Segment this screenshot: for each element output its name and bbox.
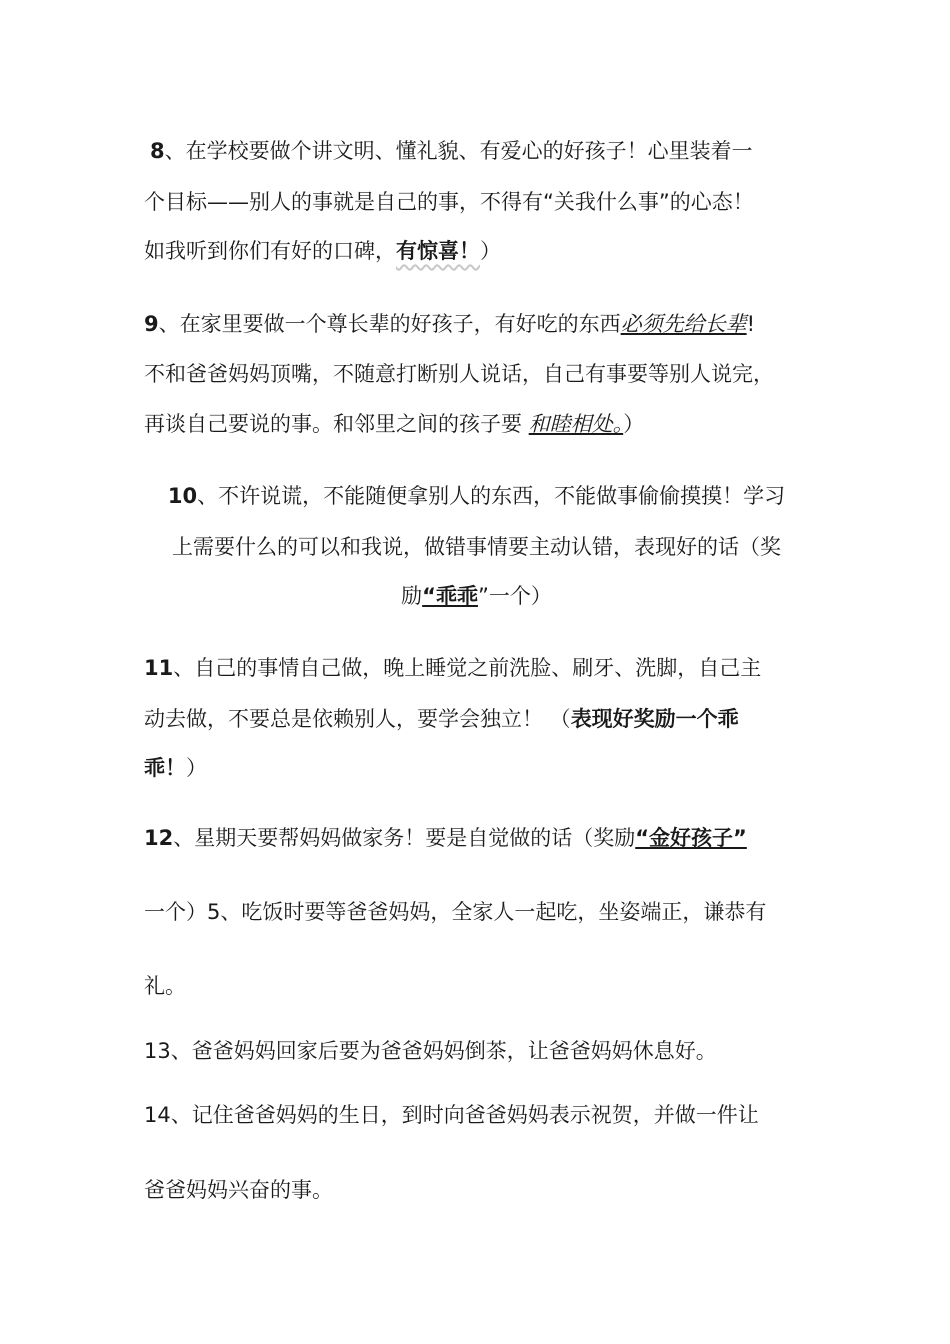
item-8-surprise: 有惊喜！ (396, 239, 480, 263)
item-8-line-2 (144, 186, 754, 216)
item-9-excl: ! (746, 312, 756, 336)
item-11-line-1 (144, 652, 761, 682)
item-11-text-1: 、自己的事情自己做，晚上睡觉之前洗脸、刷牙、洗脚，自己主 (173, 656, 762, 680)
item-11-line-3 (144, 752, 207, 782)
item-8-text-2: 个目标——别人的事就是自己的事，不得有“关我什么事”的心态！ (144, 190, 754, 214)
item-12-line-2 (144, 896, 766, 926)
item-11-line-2 (144, 703, 739, 733)
item-8-line-1 (150, 135, 753, 165)
item-12-line-3 (144, 970, 186, 1000)
item-8-number: 8 (150, 139, 165, 163)
item-11-number: 11 (144, 656, 174, 680)
item-8-close: ） (480, 239, 501, 263)
item-9-text-3: 再谈自己要说的事。和邻里之间的孩子要 (144, 412, 529, 436)
item-13-line-1 (144, 1035, 809, 1065)
item-13-text: 13、爸爸妈妈回家后要为爸爸妈妈倒茶，让爸爸妈妈休息好。 (144, 1039, 717, 1063)
item-12-text-1: 、星期天要帮妈妈做家务！要是自觉做的话（奖励 (173, 826, 636, 850)
item-12-text-3: 礼。 (144, 974, 186, 998)
item-14-text-1: 14、记住爸爸妈妈的生日，到时向爸爸妈妈表示祝贺，并做一件让 (144, 1103, 759, 1127)
item-9-line-1 (144, 308, 755, 338)
item-14-line-2 (144, 1174, 333, 1204)
item-14-line-1 (144, 1099, 759, 1129)
item-10-line-1 (144, 480, 809, 510)
item-12-line-1 (144, 822, 747, 852)
item-9-close: ） (623, 412, 645, 436)
item-9-elders-first: 必须先给长辈 (620, 312, 747, 336)
item-9-line-2 (144, 358, 774, 388)
item-11-reward-end: 乖！ (144, 756, 186, 780)
item-12-number: 12 (144, 826, 174, 850)
item-12-reward: “金好孩子” (635, 826, 747, 850)
item-10-text-2: 上需要什么的可以和我说，做错事情要主动认错，表现好的话（奖 (172, 535, 781, 559)
item-13 (144, 1035, 809, 1065)
item-11-text-2: 动去做，不要总是依赖别人，要学会独立！ （ (144, 707, 571, 731)
item-8-line-3 (144, 235, 501, 265)
item-12-text-2: 一个）5、吃饭时要等爸爸妈妈，全家人一起吃，坐姿端正，谦恭有 (144, 900, 767, 924)
item-9-number: 9 (144, 312, 159, 336)
item-10-line-3 (144, 580, 809, 610)
item-10-text-3: 励 (401, 584, 423, 608)
item-8-text-1: 、在学校要做个讲文明、懂礼貌、有爱心的好孩子！心里装着一 (164, 139, 753, 163)
item-14-text-2: 爸爸妈妈兴奋的事。 (144, 1178, 333, 1202)
item-10-reward: “乖乖 (422, 584, 478, 608)
item-9-text-1: 、在家里要做一个尊长辈的好孩子，有好吃的东西 (158, 312, 621, 336)
item-8-text-3: 如我听到你们有好的口碑， (144, 239, 396, 263)
item-9-line-3 (144, 408, 644, 438)
item-11-close: ） (186, 756, 207, 780)
item-10-line-2 (144, 531, 809, 561)
item-10-text-1: 、不许说谎，不能随便拿别人的东西，不能做事偷偷摸摸！学习 (197, 484, 786, 508)
item-9-harmony: 和睦相处。 (528, 412, 624, 436)
item-11-reward: 表现好奖励一个乖 (570, 707, 739, 731)
item-9-text-2: 不和爸爸妈妈顶嘴，不随意打断别人说话，自己有事要等别人说完， (144, 362, 774, 386)
item-10-number: 10 (167, 484, 198, 508)
item-10-close: ”一个） (477, 584, 552, 608)
